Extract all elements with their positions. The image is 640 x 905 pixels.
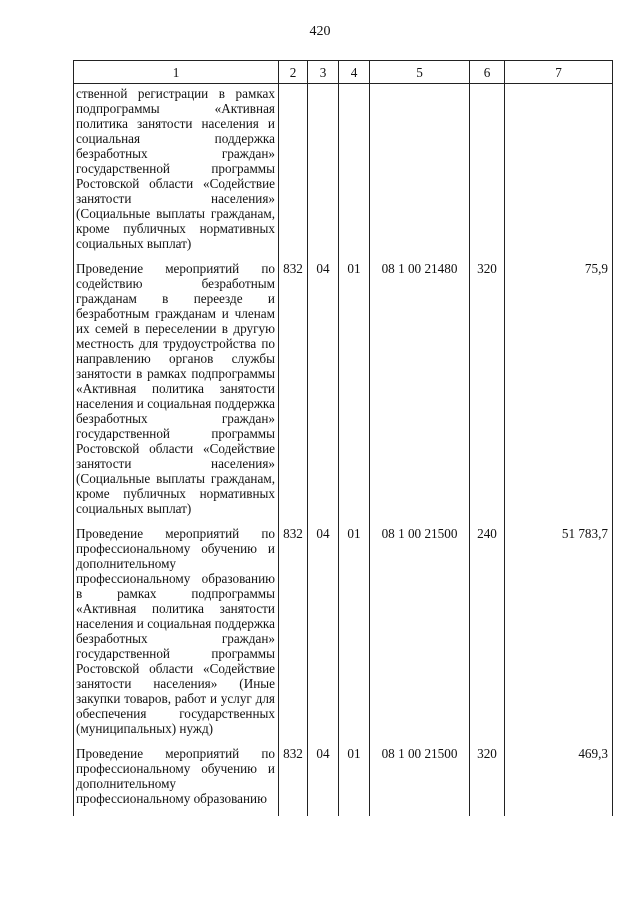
header-col-5: 5	[370, 61, 470, 84]
cell-subsection: 01	[339, 261, 370, 526]
row-description: Проведение мероприятий по профессиональному обучению и дополнительному профессиональному образованию в рамках подпрограммы «Активная политика занятости населения и социальная поддержка безработных граждан» государственной программы Ростовской области «Содействие занятости населения» (Иные закупки товаров, работ и услуг для обеспечения государственных (муниципальных) нужд)	[74, 526, 279, 746]
cell-target-article: 08 1 00 21500	[370, 746, 470, 816]
row-description: ственной регистрации в рамках подпрограммы «Активная политика занятости населения и социальная поддержка безработных граждан» государственной программы Ростовской области «Содействие занятости населения» (Социальные выплаты гражданам, кроме публичных нормативных социальных выплат)	[74, 84, 279, 262]
table-row	[74, 746, 613, 816]
cell-ministry: 832	[279, 261, 308, 526]
cell-ministry	[279, 84, 308, 262]
table-row	[74, 261, 613, 526]
row-description: Проведение мероприятий по профессиональному обучению и дополнительному профессиональному образованию	[74, 746, 279, 816]
cell-subsection: 01	[339, 526, 370, 746]
table-row	[74, 84, 613, 262]
cell-amount: 75,9	[505, 261, 613, 526]
cell-amount	[505, 84, 613, 262]
budget-table	[73, 60, 613, 816]
cell-target-article: 08 1 00 21480	[370, 261, 470, 526]
page-number: 420	[309, 24, 331, 39]
cell-subsection	[339, 84, 370, 262]
header-col-4: 4	[339, 61, 370, 84]
header-col-1: 1	[74, 61, 279, 84]
cell-amount: 51 783,7	[505, 526, 613, 746]
cell-ministry: 832	[279, 526, 308, 746]
cell-amount: 469,3	[505, 746, 613, 816]
header-col-7: 7	[505, 61, 613, 84]
cell-section	[308, 84, 339, 262]
cell-target-article	[370, 84, 470, 262]
row-description: Проведение мероприятий по содействию безработным гражданам в переезде и безработным гражданам и членам их семей в переселении в другую местность для трудоустройства по направлению органов службы занятости в рамках подпрограммы «Активная политика занятости населения и социальная поддержка безработных граждан» государственной программы Ростовской области «Содействие занятости населения» (Социальные выплаты гражданам, кроме публичных нормативных социальных выплат)	[74, 261, 279, 526]
header-col-3: 3	[308, 61, 339, 84]
cell-ministry: 832	[279, 746, 308, 816]
cell-expense-type: 320	[470, 746, 505, 816]
cell-section: 04	[308, 526, 339, 746]
header-col-2: 2	[279, 61, 308, 84]
cell-section: 04	[308, 261, 339, 526]
header-col-6: 6	[470, 61, 505, 84]
cell-section: 04	[308, 746, 339, 816]
cell-target-article: 08 1 00 21500	[370, 526, 470, 746]
cell-expense-type	[470, 84, 505, 262]
header-row	[74, 61, 613, 84]
cell-subsection: 01	[339, 746, 370, 816]
table-row	[74, 526, 613, 746]
cell-expense-type: 240	[470, 526, 505, 746]
cell-expense-type: 320	[470, 261, 505, 526]
